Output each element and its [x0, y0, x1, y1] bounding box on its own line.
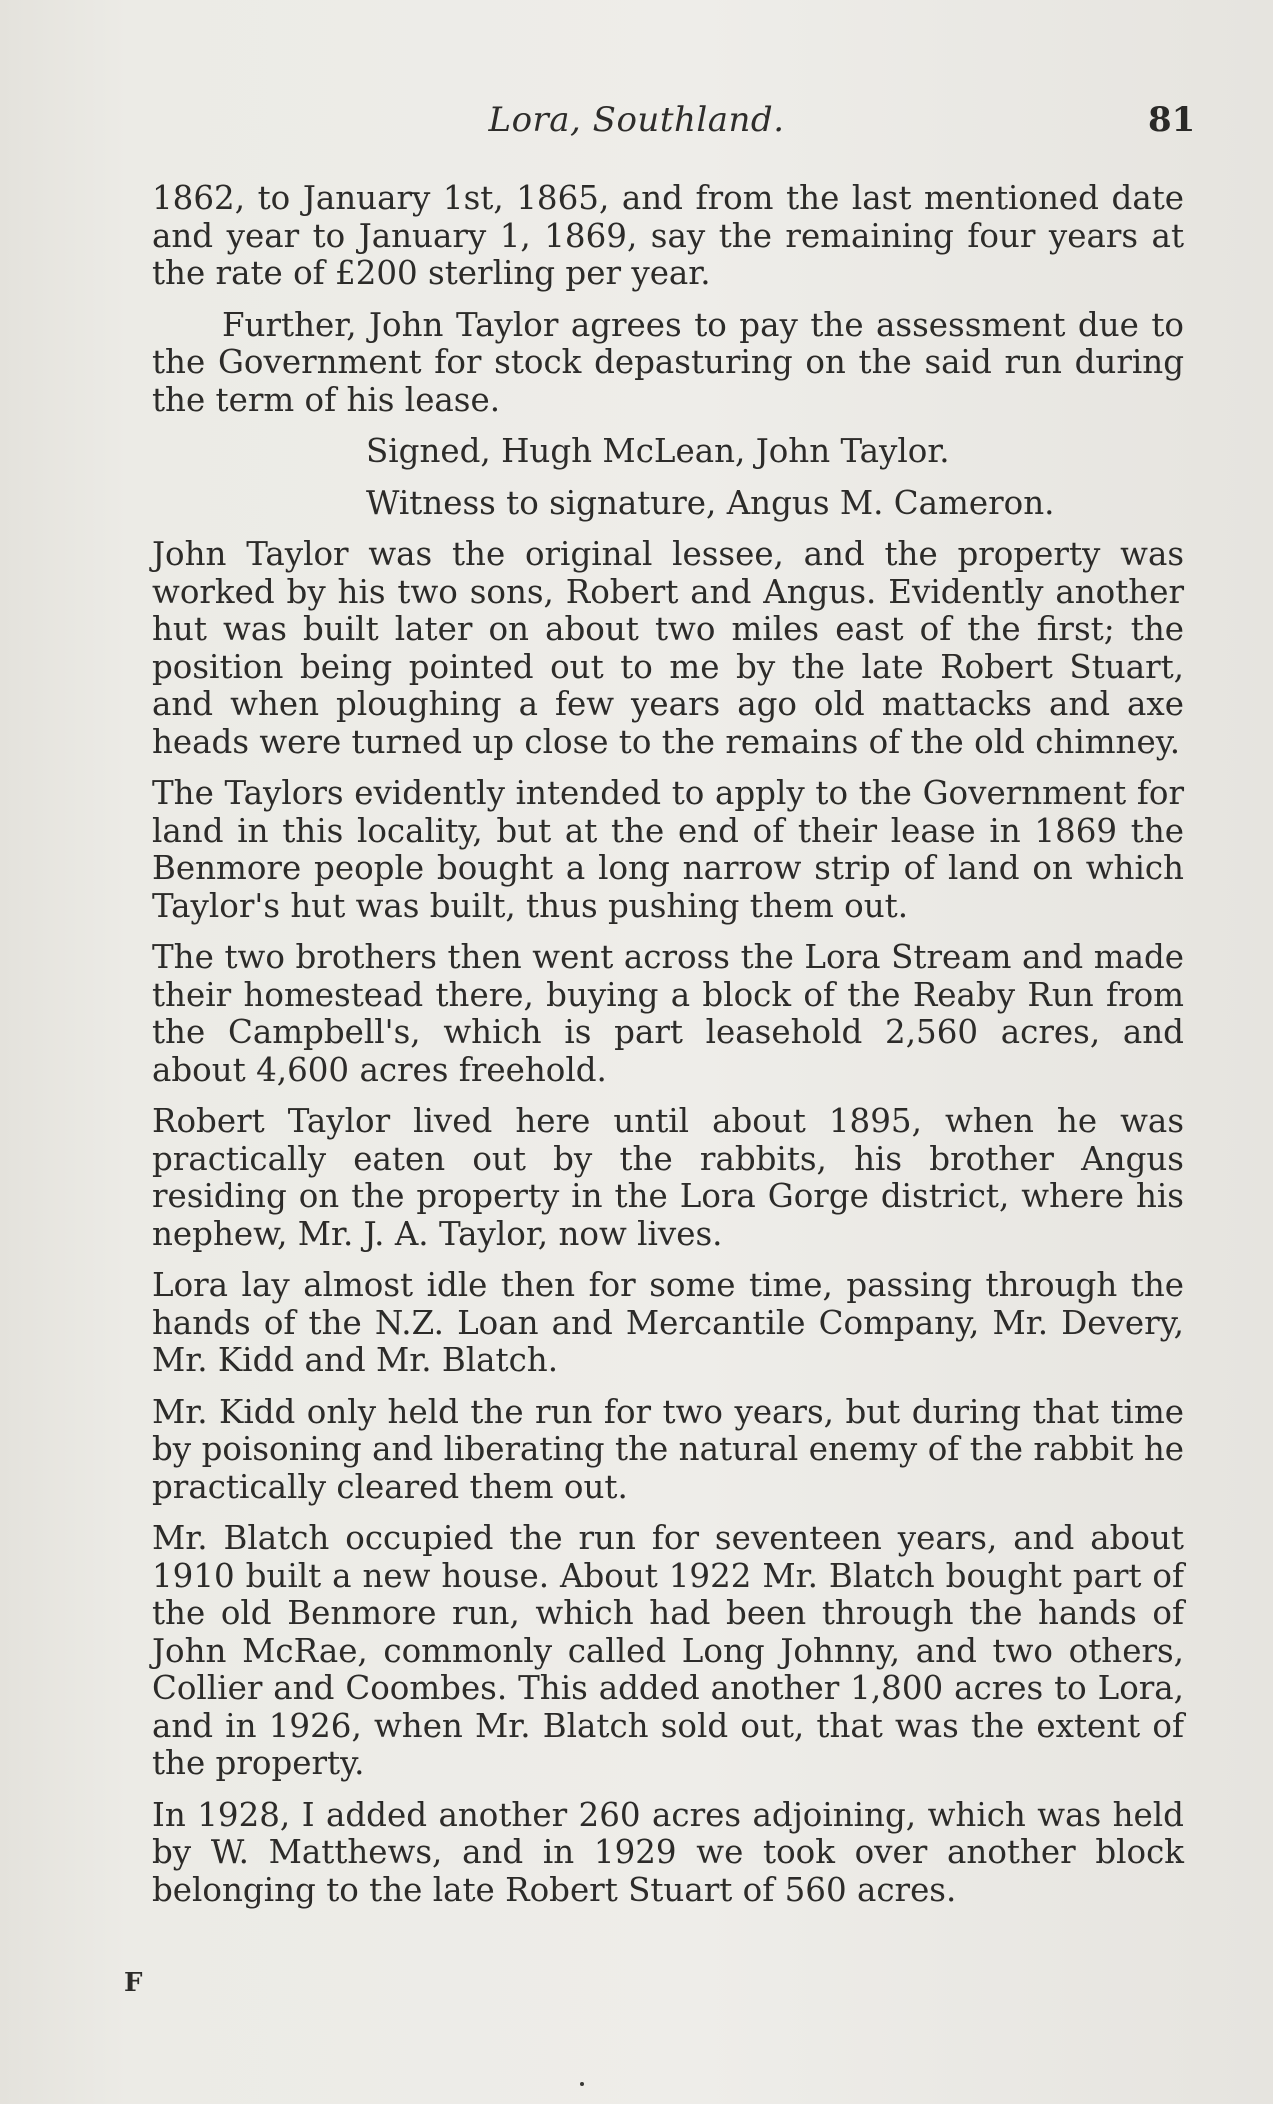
- signature-line: Signed, Hugh McLean, John Taylor.: [366, 432, 950, 470]
- paper-speck: [580, 2082, 584, 2086]
- paragraph-taylors-government: The Taylors evidently intended to apply to the Government for land in this locality, but at the end of their lease in 1869 the Benmore people bought a long narrow strip of land on which Taylor's hut was built, thus pushing them out.: [152, 774, 1184, 925]
- body-text: [152, 180, 1184, 1923]
- paragraph-original-lessee: John Taylor was the original lessee, and the property was worked by his two sons, Robert and Angus. Evidently another hut was built later on about two miles east of the first; the position being pointed out to me by the late Robert Stuart, and when ploughing a few years ago old mattacks and axe heads were turned up close to the remains of the old chimney.: [152, 535, 1184, 761]
- paragraph-assessment: Further, John Taylor agrees to pay the assessment due to the Government for stock depasturing on the said run during the term of his lease.: [152, 305, 1184, 419]
- running-header-title: Lora, Southland.: [488, 100, 785, 140]
- page-number: 81: [1148, 100, 1196, 140]
- paragraph-homestead: The two brothers then went across the Lora Stream and made their homestead there, buying a block of the Reaby Run from the Campbell's, which is part leasehold 2,560 acres, and about 4,600 acres freehold.: [152, 938, 1184, 1089]
- witness-line: Witness to signature, Angus M. Cameron.: [366, 483, 1055, 522]
- paragraph-lora-idle: Lora lay almost idle then for some time, passing through the hands of the N.Z. Loan and Mercantile Company, Mr. Devery, Mr. Kidd and Mr. Blatch.: [152, 1266, 1184, 1379]
- paragraph-robert-taylor: Robert Taylor lived here until about 1895, when he was practically eaten out by the rabbits, his brother Angus residing on the property in the Lora Gorge district, where his nephew, Mr. J. A. Taylor, now lives.: [152, 1102, 1184, 1253]
- paragraph-mr-blatch: Mr. Blatch occupied the run for seventeen years, and about 1910 built a new house. About 1922 Mr. Blatch bought part of the old Benmore run, which had been through the hands of John McRae, commonly called Long Johnny, and two others, Collier and Coombes. This added another 1,800 acres to Lora, and in 1926, when Mr. Blatch sold out, that was the extent of the property.: [152, 1519, 1184, 1782]
- printer-signature-mark: F: [124, 1968, 143, 1998]
- paragraph-1928-additions: In 1928, I added another 260 acres adjoining, which was held by W. Matthews, and in 1929 we took over another block belonging to the late Robert Stuart of 560 acres.: [152, 1795, 1184, 1909]
- paragraph-continuation: 1862, to January 1st, 1865, and from the last mentioned date and year to January 1, 1869, say the remaining four years at the rate of £200 sterling per year.: [152, 179, 1184, 292]
- paragraph-mr-kidd: Mr. Kidd only held the run for two years, but during that time by poisoning and liberating the natural enemy of the rabbit he practically cleared them out.: [152, 1392, 1184, 1506]
